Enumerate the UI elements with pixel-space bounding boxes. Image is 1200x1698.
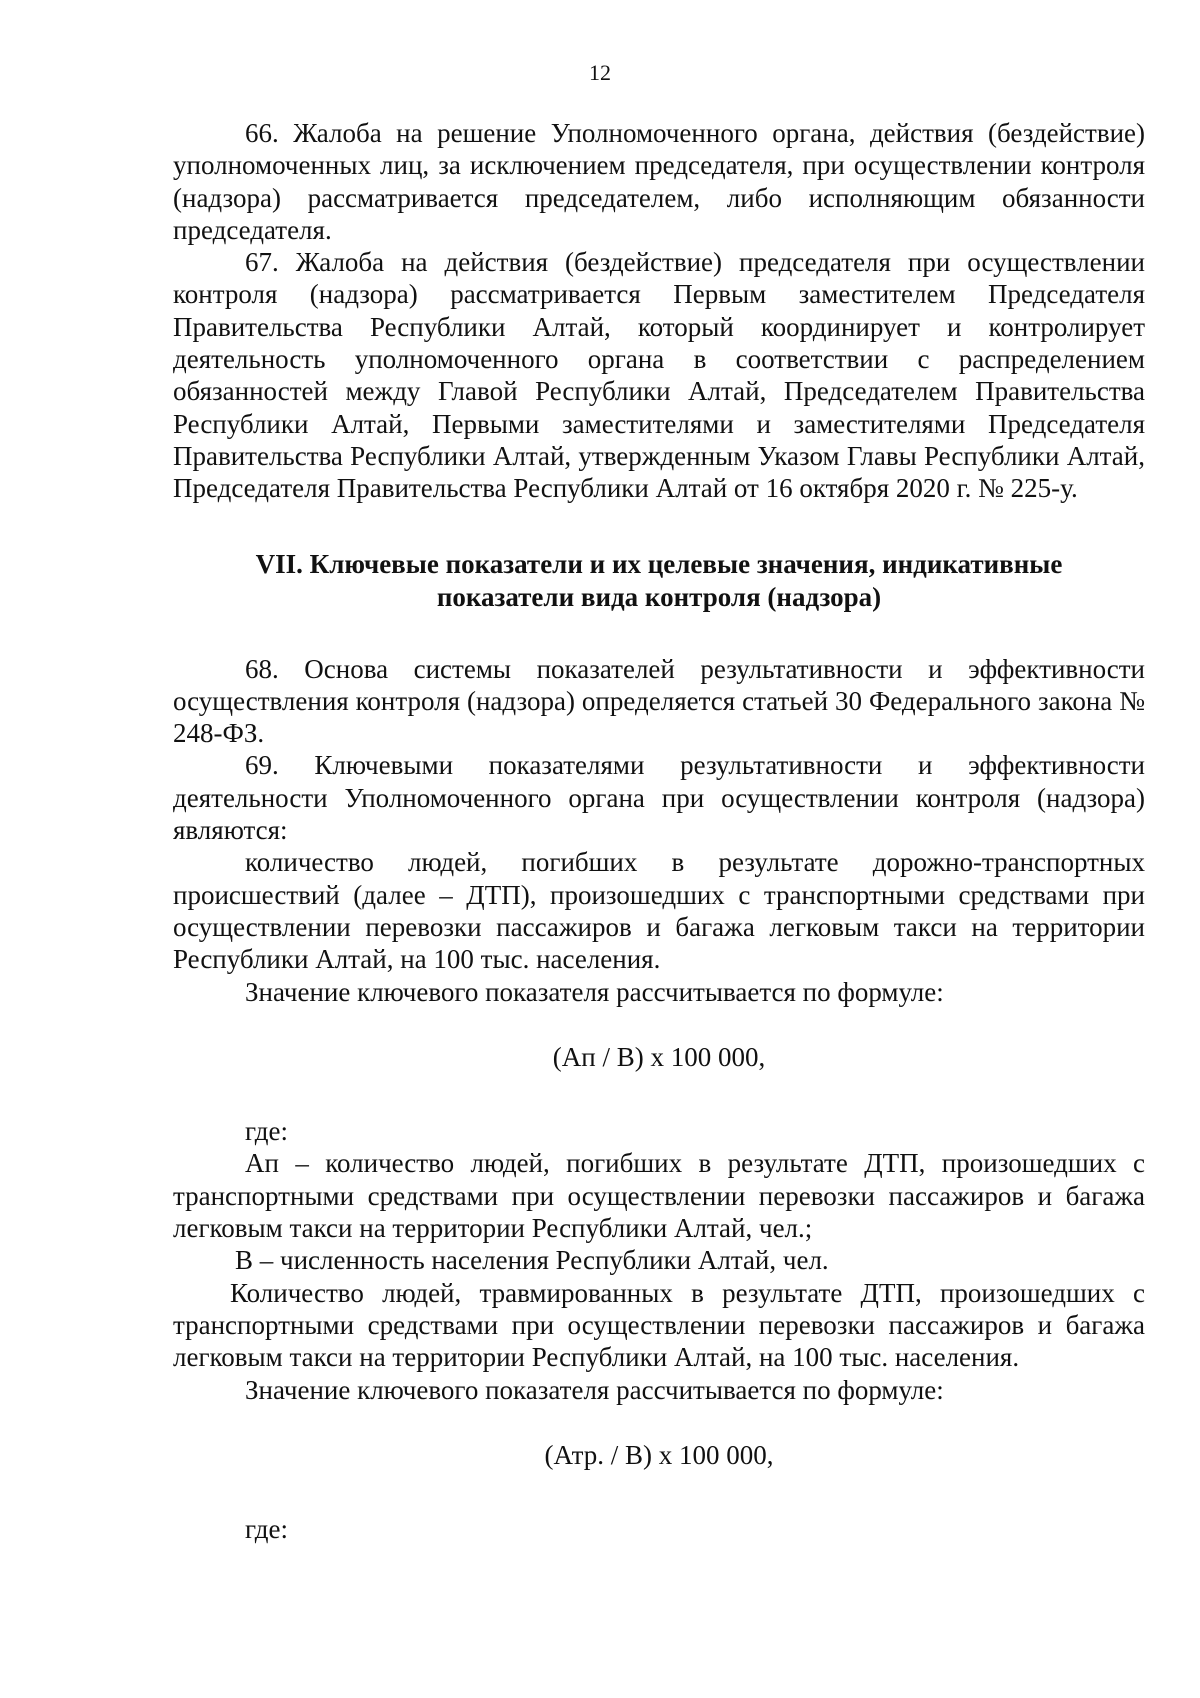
formula-injuries: (Атр. / В) х 100 000, [544, 1439, 774, 1470]
paragraph-68: 68. Основа системы показателей результативности и эффективности осуществления контроля (надзора) определяется статьей 30 Федерального закона № 248-ФЗ. [173, 653, 1145, 749]
where-label-1: где: [245, 1116, 288, 1147]
indicator-deaths: количество людей, погибших в результате дорожно-транспортных происшествий (далее – ДТП), произошедших с транспортными средствами при осуществлении перевозки пассажиров и багажа легковым такси на территории Республики Алтай, на 100 тыс. населения. [173, 847, 1145, 975]
document-body [173, 117, 1145, 1545]
formula-intro-1: Значение ключевого показателя рассчитывается по формуле: [245, 976, 944, 1007]
paragraph-69: 69. Ключевыми показателями результативности и эффективности деятельности Уполномоченного органа при осуществлении контроля (надзора) являются: [173, 750, 1145, 846]
definition-ap: Ап – количество людей, погибших в результате ДТП, произошедших с транспортными средствами при осуществлении перевозки пассажиров и багажа легковым такси на территории Республики Алтай, чел.; [173, 1148, 1145, 1244]
indicator-injuries: Количество людей, травмированных в результате ДТП, произошедших с транспортными средствами при осуществлении перевозки пассажиров и багажа легковым такси на территории Республики Алтай, на 100 тыс. населения. [173, 1277, 1145, 1373]
formula-intro-2: Значение ключевого показателя рассчитывается по формуле: [245, 1374, 944, 1405]
definition-b: В – численность населения Республики Алтай, чел. [235, 1245, 829, 1276]
section-heading [173, 548, 1145, 614]
section-heading-line-1: VII. Ключевые показатели и их целевые значения, индикативные [255, 548, 1063, 579]
paragraph-67: 67. Жалоба на действия (бездействие) председателя при осуществлении контроля (надзора) рассматривается Первым заместителем Председателя Правительства Республики Алтай, который координирует и контролирует деятельность уполномоченного органа в соответствии с распределением обязанностей между Главой Республики Алтай, Председателем Правительства Республики Алтай, Первыми заместителями и заместителями Председателя Правительства Республики Алтай, утвержденным Указом Главы Республики Алтай, Председателя Правительства Республики Алтай от 16 октября 2020 г. № 225-у. [173, 247, 1145, 504]
formula-deaths: (Ап / В) х 100 000, [552, 1041, 766, 1072]
page-number: 12 [589, 60, 611, 85]
paragraph-66: 66. Жалоба на решение Уполномоченного органа, действия (бездействие) уполномоченных лиц, за исключением председателя, при осуществлении контроля (надзора) рассматривается председателем, либо исполняющим обязанности председателя. [173, 118, 1145, 245]
where-label-2: где: [245, 1514, 288, 1545]
section-heading-line-2: показатели вида контроля (надзора) [436, 581, 882, 612]
